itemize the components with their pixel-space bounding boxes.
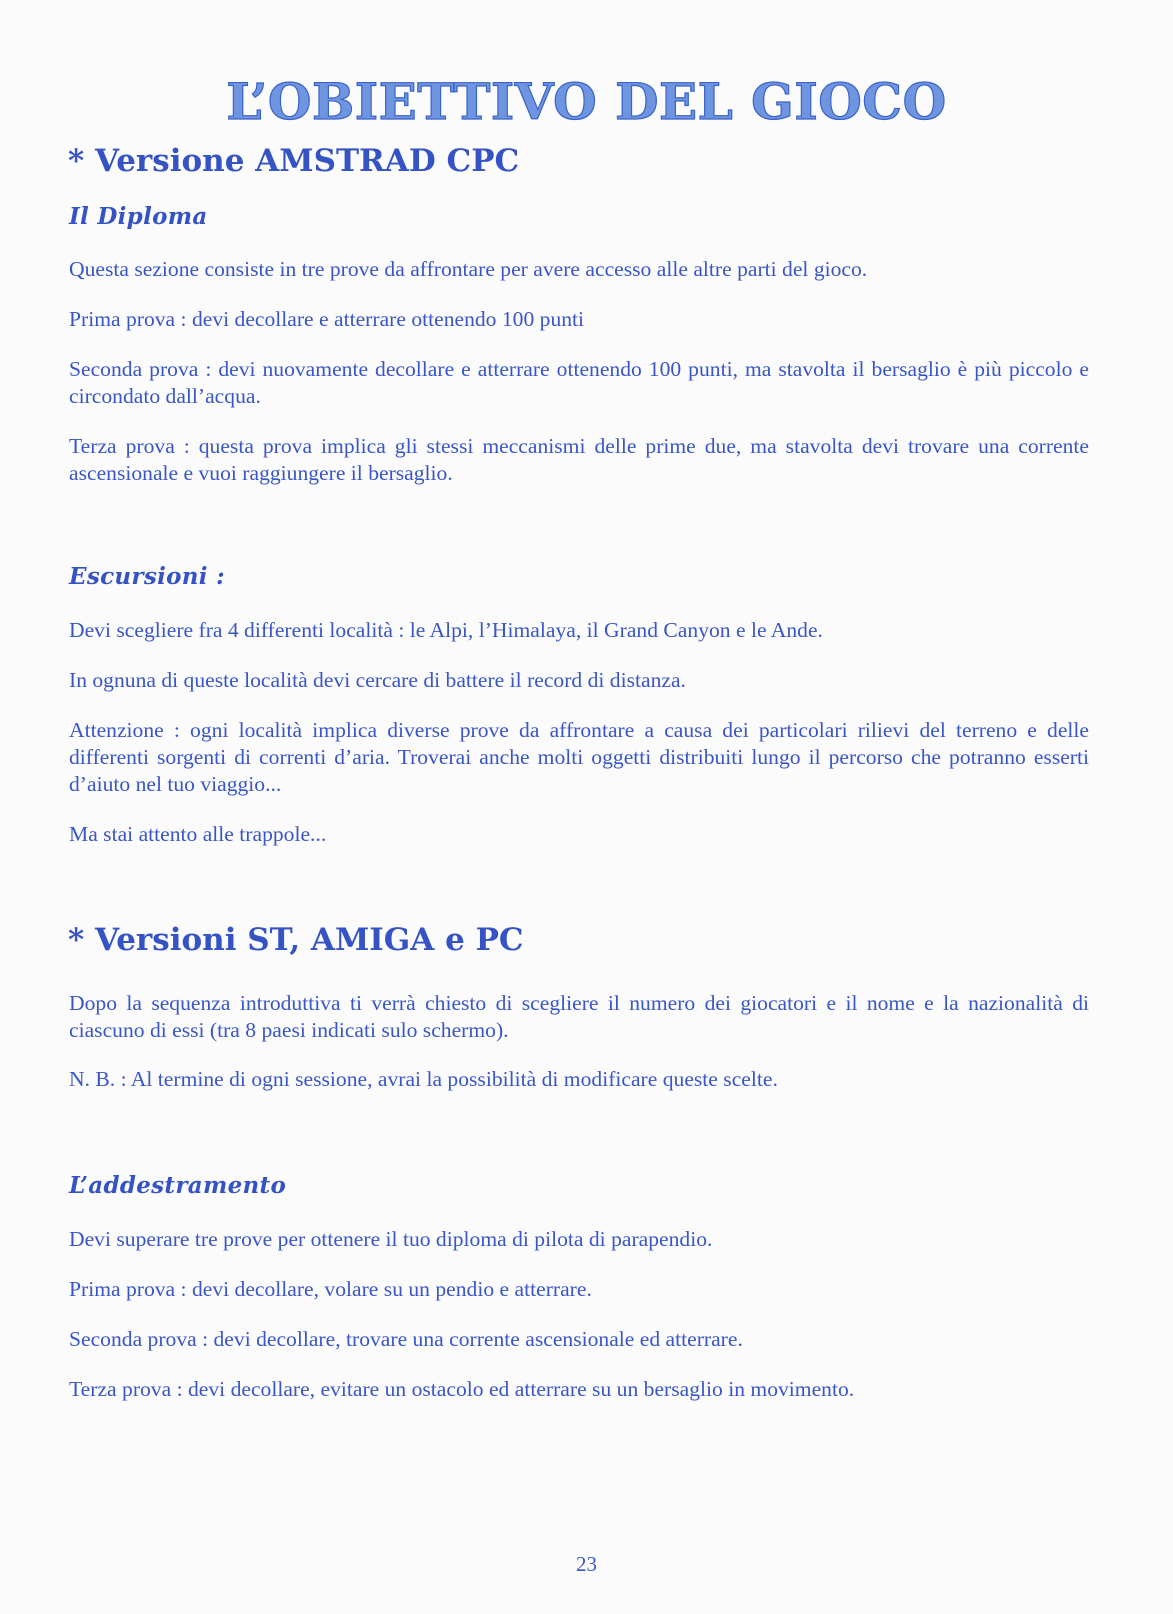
addestramento-heading: L’addestramento	[69, 1172, 287, 1199]
addestramento-prima-prova: Prima prova : devi decollare, volare su un pendio e atterrare.	[69, 1277, 592, 1301]
page-number: 23	[576, 1552, 597, 1576]
page-title: L’OBIETTIVO DEL GIOCO	[226, 72, 947, 131]
addestramento-seconda-prova: Seconda prova : devi decollare, trovare una corrente ascensionale ed atterrare.	[69, 1327, 743, 1351]
diploma-prima-prova: Prima prova : devi decollare e atterrare ottenendo 100 punti	[69, 307, 585, 331]
amstrad-heading: * Versione AMSTRAD CPC	[68, 143, 520, 179]
escursioni-paragraph-4: Ma stai attento alle trappole...	[69, 822, 327, 846]
escursioni-paragraph-3: Attenzione : ogni località implica diverse prove da affrontare a causa dei particolari rilievi del terreno e delle differenti sorgenti di correnti d’aria. Troverai anche molti oggetti distribuiti lungo il percorso che potranno esserti d’aiuto nel tuo viaggio...	[69, 718, 1089, 796]
nb-note: N. B. : Al termine di ogni sessione, avrai la possibilità di modificare queste scelte.	[69, 1067, 778, 1091]
addestramento-intro: Devi superare tre prove per ottenere il tuo diploma di pilota di parapendio.	[69, 1227, 713, 1251]
addestramento-terza-prova: Terza prova : devi decollare, evitare un ostacolo ed atterrare su un bersaglio in movimento.	[69, 1377, 855, 1401]
diploma-heading: Il Diploma	[69, 203, 208, 230]
diploma-terza-prova: Terza prova : questa prova implica gli stessi meccanismi delle prime due, ma stavolta devi trovare una corrente ascensionale e vuoi raggiungere il bersaglio.	[69, 434, 1089, 485]
st-amiga-pc-paragraph: Dopo la sequenza introduttiva ti verrà chiesto di scegliere il numero dei giocatori e il nome e la nazionalità di ciascuno di essi (tra 8 paesi indicati sulo schermo).	[69, 991, 1089, 1042]
escursioni-heading: Escursioni :	[69, 563, 225, 590]
diploma-seconda-prova: Seconda prova : devi nuovamente decollare e atterrare ottenendo 100 punti, ma stavolta il bersaglio è più piccolo e circondato dall’acqua.	[69, 357, 1089, 408]
diploma-intro: Questa sezione consiste in tre prove da affrontare per avere accesso alle altre parti del gioco.	[69, 257, 868, 281]
st-amiga-pc-heading: * Versioni ST, AMIGA e PC	[68, 922, 524, 958]
escursioni-paragraph-1: Devi scegliere fra 4 differenti località : le Alpi, l’Himalaya, il Grand Canyon e le Ande.	[69, 618, 823, 642]
escursioni-paragraph-2: In ognuna di queste località devi cercare di battere il record di distanza.	[69, 668, 686, 692]
